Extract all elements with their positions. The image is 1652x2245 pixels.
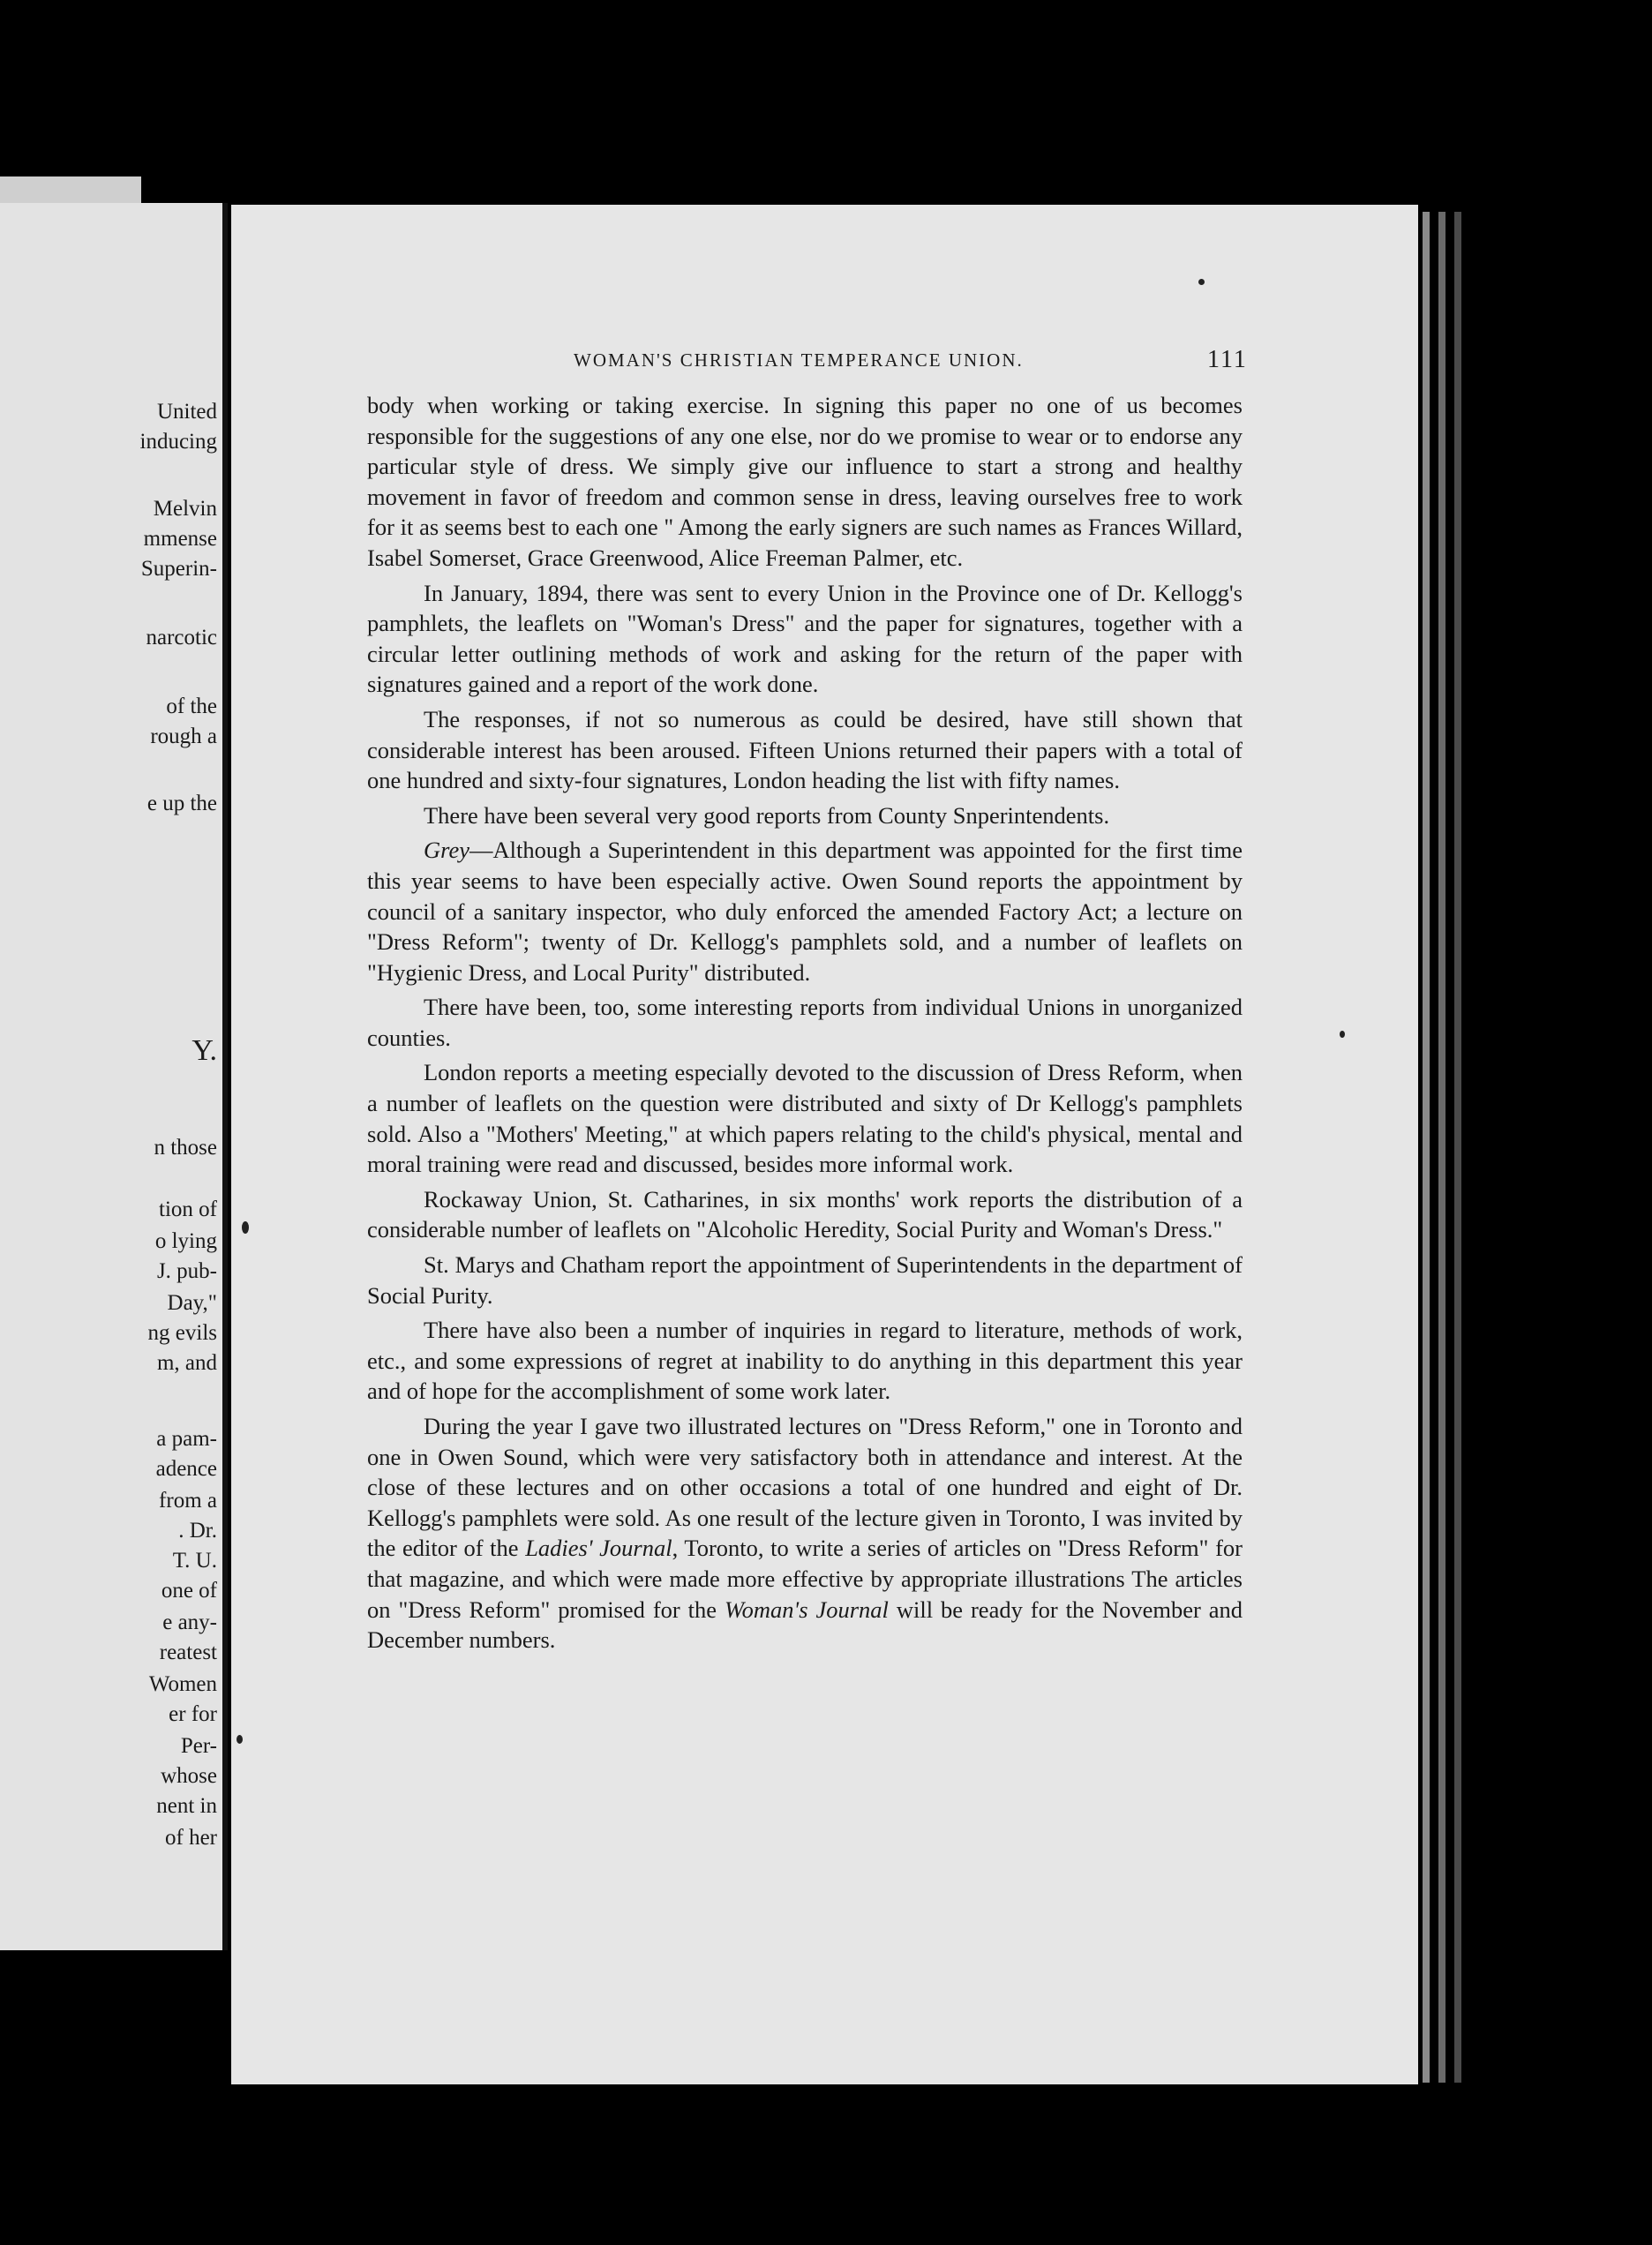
left-page-line: nent in [156,1794,217,1818]
left-page-line: Women [148,1672,217,1696]
left-page-line: Melvin [153,497,217,521]
previous-page-fragment [0,203,228,1950]
running-head: WOMAN'S CHRISTIAN TEMPERANCE UNION. [574,349,1024,371]
left-page-line: er for [169,1702,217,1726]
left-page-line: a pam- [156,1427,217,1451]
left-page-line: e up the [146,792,217,815]
paragraph: The responses, if not so numerous as could be desired, have still shown that considerable interest has been aroused. Fifteen Unions returned their papers with a total of one hundred and sixty-four signatures, London heading the list with fifty names. [367,705,1243,794]
left-page-line: Superin- [140,557,217,581]
paragraph: Rockaway Union, St. Catharines, in six months' work reports the distribution of a considerable number of leaflets on "Alcoholic Heredity, Social Purity and Woman's Dress." [367,1185,1243,1243]
paragraph: Grey—Although a Superintendent in this department was appointed for the first time this year seems to have been especially active. Owen Sound reports the appointment by council of a sanitary inspector, who duly enforced the amended Factory Act; a lecture on "Dress Reform"; twenty of Dr. Kellogg's pamphlets sold, and a number of leaflets on "Hygienic Dress, and Local Purity" distributed. [367,837,1243,986]
left-page-line: reatest [159,1641,217,1664]
left-page-line: whose [161,1764,217,1788]
paragraph: There have been, too, some interesting reports from individual Unions in unorganized counties. [367,994,1243,1051]
left-page-line: o lying [154,1229,217,1253]
county-name: Grey [424,837,469,864]
left-page-line: one of [161,1579,217,1603]
left-page-line: T. U. [172,1549,217,1573]
left-page-line: mmense [143,527,217,551]
ink-speck [1340,1031,1345,1038]
paragraph: In January, 1894, there was sent to every Union in the Province one of Dr. Kellogg's pamphlets, the leaflets on "Woman's Dress" and the paper for signatures, together with a circular letter outlining methods of work and asking for the return of the paper with signatures gained and a report of the work done. [367,579,1243,698]
left-page-line: m, and [156,1351,217,1375]
paragraph: St. Marys and Chatham report the appointment of Superintendents in the department of Social Purity. [367,1251,1243,1309]
left-page-line: narcotic [146,626,217,649]
left-page-line: n those [154,1136,217,1160]
left-page-line: e any- [162,1611,217,1634]
left-page-line: rough a [150,725,217,748]
left-page-line: . Dr. [178,1519,217,1543]
left-page-line: J. pub- [156,1259,217,1283]
left-page-line: tion of [159,1198,217,1221]
ink-speck [1198,279,1205,285]
page-edge [1423,212,1430,2083]
paragraph: body when working or taking exercise. In signing this paper no one of us becomes responsible for the suggestions of any one else, nor do we promise to wear or to endorse any particular style of dress. We simply give our influence to start a strong and healthy movement in favor of freedom and common sense in dress, leaving ourselves free to work for it as seems best to each one " Among the early signers are such names as Frances Willard, Isabel Somerset, Grace Greenwood, Alice Freeman Palmer, etc. [367,392,1243,571]
left-page-line: inducing [139,430,217,454]
left-page-line: ng evils [147,1321,217,1345]
page-number: 111 [1207,346,1248,373]
ink-speck [242,1221,249,1234]
left-page-line: United [156,400,217,424]
paragraph: London reports a meeting especially devoted to the discussion of Dress Reform, when a number of leaflets on the question were distributed and sixty of Dr Kellogg's pamphlets sold. Also a "Mothers' Meeting," at which papers relating to the child's physical, mental and moral training were read and discussed, besides more informal work. [367,1059,1243,1178]
ink-speck [237,1735,243,1744]
left-page-line: of her [165,1826,217,1850]
left-page-line: Y. [191,1034,217,1067]
paragraph: There have also been a number of inquiries in regard to literature, methods of work, etc., and some expressions of regret at inability to do anything in this department this year and of hope for the accomplishment of some work later. [367,1317,1243,1405]
body-text [367,390,1243,1660]
left-page-line: adence [155,1457,217,1481]
paragraph: During the year I gave two illustrated lectures on "Dress Reform," one in Toronto and one in Owen Sound, which were very satisfactory both in attendance and interest. At the close of these lectures and on other occasions a total of one hundred and eight of Dr. Kellogg's pamphlets were sold. As one result of the lecture given in Toronto, I was invited by the editor of the Ladies' Journal, Toronto, to write a series of articles on "Dress Reform" for that magazine, and which were made more effective by appropriate illustrations The articles on "Dress Reform" promised for the Woman's Journal will be ready for the November and December numbers. [367,1413,1243,1654]
left-page-line: from a [159,1489,217,1513]
left-page-line: Per- [180,1734,217,1758]
left-page-line: of the [166,695,217,718]
page-edge [1438,212,1446,2083]
page-edge [1454,212,1461,2083]
left-page-line: Day," [167,1291,217,1315]
paragraph: There have been several very good reports from County Snperintendents. [424,801,1110,829]
publication-title: Woman's Journal [725,1596,889,1623]
publication-title: Ladies' Journal [525,1535,672,1562]
